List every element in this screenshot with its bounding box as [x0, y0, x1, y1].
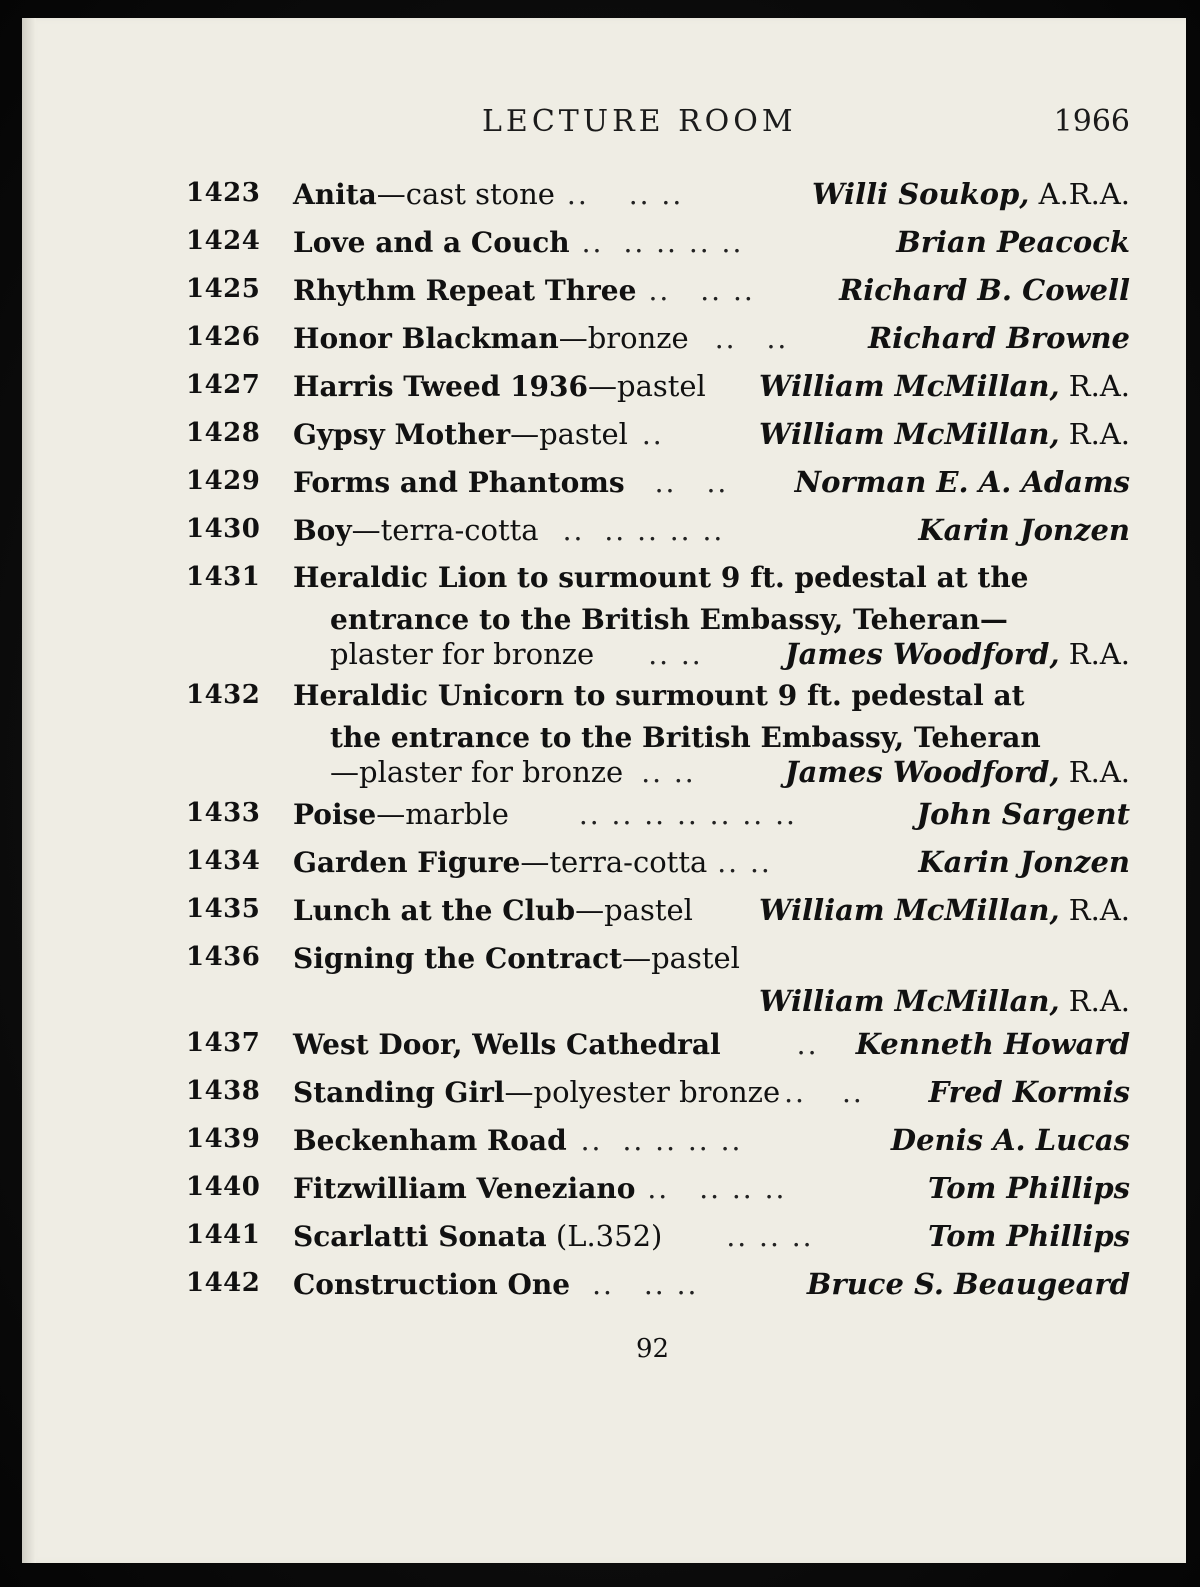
- leader-dots: ..: [581, 226, 604, 259]
- entry-number: 1424: [186, 226, 261, 256]
- artist-name: Bruce S. Beaugeard: [806, 1267, 1130, 1301]
- entry-title: Rhythm Repeat Three: [293, 274, 637, 307]
- leader-dots: ..: [562, 514, 585, 547]
- entry-number: 1430: [186, 514, 261, 544]
- artist-name: Richard Browne: [868, 321, 1130, 355]
- artist-name: Brian Peacock: [896, 225, 1130, 259]
- leader-dots: ..: [566, 178, 589, 211]
- leader-dots: ..: [654, 466, 677, 499]
- leader-dots: .. .. ..: [726, 1220, 814, 1253]
- entry-title: Forms and Phantoms: [293, 466, 625, 499]
- entry-number: 1435: [186, 894, 261, 924]
- artist-name: Denis A. Lucas: [890, 1123, 1130, 1157]
- leader-dots: .. .. .. ..: [622, 1124, 743, 1157]
- entry-1432: [0, 672, 1200, 790]
- leader-dots: ..: [796, 1028, 819, 1061]
- entry-number: 1439: [186, 1124, 261, 1154]
- artist-name: Tom Phillips: [928, 1219, 1130, 1253]
- entry-1428: [0, 410, 1200, 458]
- entry-medium: —pastel: [510, 417, 628, 451]
- entry-title-continued: entrance to the British Embassy, Teheran—: [330, 603, 1008, 636]
- entry-1435: [0, 886, 1200, 934]
- leader-dots: ..: [580, 1124, 603, 1157]
- entry-medium: —polyester bronze: [504, 1075, 781, 1109]
- entry-1433: [0, 790, 1200, 838]
- leader-dots: .. .. .. ..: [623, 226, 744, 259]
- artist-honour: A.R.A.: [1029, 177, 1130, 211]
- entry-number: 1436: [186, 942, 261, 972]
- entry-1423: [0, 170, 1200, 218]
- leader-dots: ..: [841, 1076, 864, 1109]
- entry-1436: [0, 934, 1200, 1020]
- artist-name: William McMillan,: [758, 984, 1060, 1018]
- entry-medium: —cast stone: [376, 177, 555, 211]
- entry-number: 1432: [186, 680, 261, 710]
- entry-1429: [0, 458, 1200, 506]
- entry-title: Scarlatti Sonata: [293, 1220, 547, 1253]
- entry-medium: (L.352): [546, 1219, 663, 1253]
- entry-number: 1429: [186, 466, 261, 496]
- artist-name: William McMillan,: [758, 369, 1060, 403]
- entry-1434: [0, 838, 1200, 886]
- entry-title: Honor Blackman: [293, 322, 559, 355]
- entry-number: 1442: [186, 1268, 261, 1298]
- entry-title: Poise: [293, 798, 377, 831]
- entry-number: 1434: [186, 846, 261, 876]
- entry-title: Construction One: [293, 1268, 571, 1301]
- entry-title-continued: the entrance to the British Embassy, Teheran: [330, 721, 1041, 754]
- entry-number: 1433: [186, 798, 261, 828]
- entry-title: Garden Figure: [293, 846, 521, 879]
- leader-dots: .. ..: [643, 1268, 699, 1301]
- artist-honour: R.A.: [1059, 893, 1130, 927]
- entry-1431: [0, 554, 1200, 672]
- entry-title: Signing the Contract: [293, 942, 623, 975]
- artist-honour: R.A.: [1059, 984, 1130, 1018]
- leader-dots: ..: [641, 418, 664, 451]
- leader-dots: ..: [648, 274, 671, 307]
- entry-number: 1438: [186, 1076, 261, 1106]
- artist-name: James Woodford,: [784, 637, 1060, 671]
- entry-title: Love and a Couch: [293, 226, 570, 259]
- catalogue-entries: [0, 170, 1200, 1308]
- leader-dots: ..: [766, 322, 789, 355]
- leader-dots: .. ..: [628, 178, 684, 211]
- entry-medium: —pastel: [622, 941, 740, 975]
- leader-dots: .. ..: [641, 756, 696, 789]
- leader-dots: ..: [714, 322, 737, 355]
- leader-dots: .. .. ..: [699, 1172, 787, 1205]
- entry-title: Heraldic Lion to surmount 9 ft. pedestal at the: [293, 561, 1029, 594]
- entry-medium: —bronze: [558, 321, 689, 355]
- entry-number: 1423: [186, 178, 261, 208]
- artist-name: Willi Soukop,: [812, 177, 1030, 211]
- artist-name: Richard B. Cowell: [839, 273, 1130, 307]
- running-head-year: 1966: [1053, 104, 1130, 139]
- entry-title: Fitzwilliam Veneziano: [293, 1172, 636, 1205]
- artist-honour: R.A.: [1059, 755, 1130, 789]
- leader-dots: .. ..: [717, 846, 772, 879]
- artist-name: Tom Phillips: [928, 1171, 1130, 1205]
- entry-number: 1425: [186, 274, 261, 304]
- entry-medium: —terra-cotta: [351, 513, 539, 547]
- entry-medium: —marble: [376, 797, 509, 831]
- entry-1424: [0, 218, 1200, 266]
- artist-name: John Sargent: [916, 797, 1130, 831]
- leader-dots: .. .. .. ..: [604, 514, 725, 547]
- entry-medium: —pastel: [575, 893, 693, 927]
- entry-title: Gypsy Mother: [293, 418, 511, 451]
- artist-name: William McMillan,: [758, 417, 1060, 451]
- artist-honour: R.A.: [1059, 637, 1130, 671]
- entry-1438: [0, 1068, 1200, 1116]
- artist-honour: R.A.: [1059, 417, 1130, 451]
- entry-number: 1427: [186, 370, 261, 400]
- entry-title: Heraldic Unicorn to surmount 9 ft. pedestal at: [293, 679, 1025, 712]
- leader-dots: ..: [647, 1172, 670, 1205]
- entry-title: West Door, Wells Cathedral: [293, 1028, 721, 1061]
- leader-dots: .. ..: [700, 274, 755, 307]
- entry-number: 1441: [186, 1220, 261, 1250]
- entry-medium: plaster for bronze: [330, 637, 595, 671]
- artist-name: Karin Jonzen: [918, 845, 1130, 879]
- artist-honour: R.A.: [1059, 369, 1130, 403]
- entry-1442: [0, 1260, 1200, 1308]
- artist-name: Karin Jonzen: [918, 513, 1130, 547]
- entry-number: 1426: [186, 322, 261, 352]
- entry-title: Anita: [293, 178, 377, 211]
- entry-number: 1431: [186, 562, 261, 592]
- entry-number: 1428: [186, 418, 261, 448]
- leader-dots: ..: [784, 1076, 806, 1109]
- artist-name: James Woodford,: [784, 755, 1060, 789]
- entry-1439: [0, 1116, 1200, 1164]
- entry-1441: [0, 1212, 1200, 1260]
- entry-title: Beckenham Road: [293, 1124, 567, 1157]
- entry-medium: —terra-cotta: [520, 845, 708, 879]
- entry-title: Boy: [293, 514, 352, 547]
- entry-1437: [0, 1020, 1200, 1068]
- entry-title: Harris Tweed 1936: [293, 370, 588, 403]
- entry-1425: [0, 266, 1200, 314]
- leader-dots: .. ..: [648, 638, 703, 671]
- entry-medium: —pastel: [588, 369, 706, 403]
- entry-1427: [0, 362, 1200, 410]
- entry-title: Standing Girl: [293, 1076, 505, 1109]
- leader-dots: ..: [592, 1268, 614, 1301]
- page-number: 92: [636, 1334, 670, 1364]
- artist-name: Kenneth Howard: [855, 1027, 1130, 1061]
- artist-name: Norman E. A. Adams: [794, 465, 1130, 499]
- entry-1426: [0, 314, 1200, 362]
- running-head-title: LECTURE ROOM: [482, 104, 797, 139]
- entry-1430: [0, 506, 1200, 554]
- entry-medium: —plaster for bronze: [330, 755, 624, 789]
- artist-name: Fred Kormis: [928, 1075, 1130, 1109]
- leader-dots: ..: [706, 466, 729, 499]
- leader-dots: .. .. .. .. .. .. ..: [578, 798, 797, 831]
- entry-title: Lunch at the Club: [293, 894, 576, 927]
- artist-name: William McMillan,: [758, 893, 1060, 927]
- entry-number: 1440: [186, 1172, 261, 1202]
- entry-number: 1437: [186, 1028, 261, 1058]
- entry-1440: [0, 1164, 1200, 1212]
